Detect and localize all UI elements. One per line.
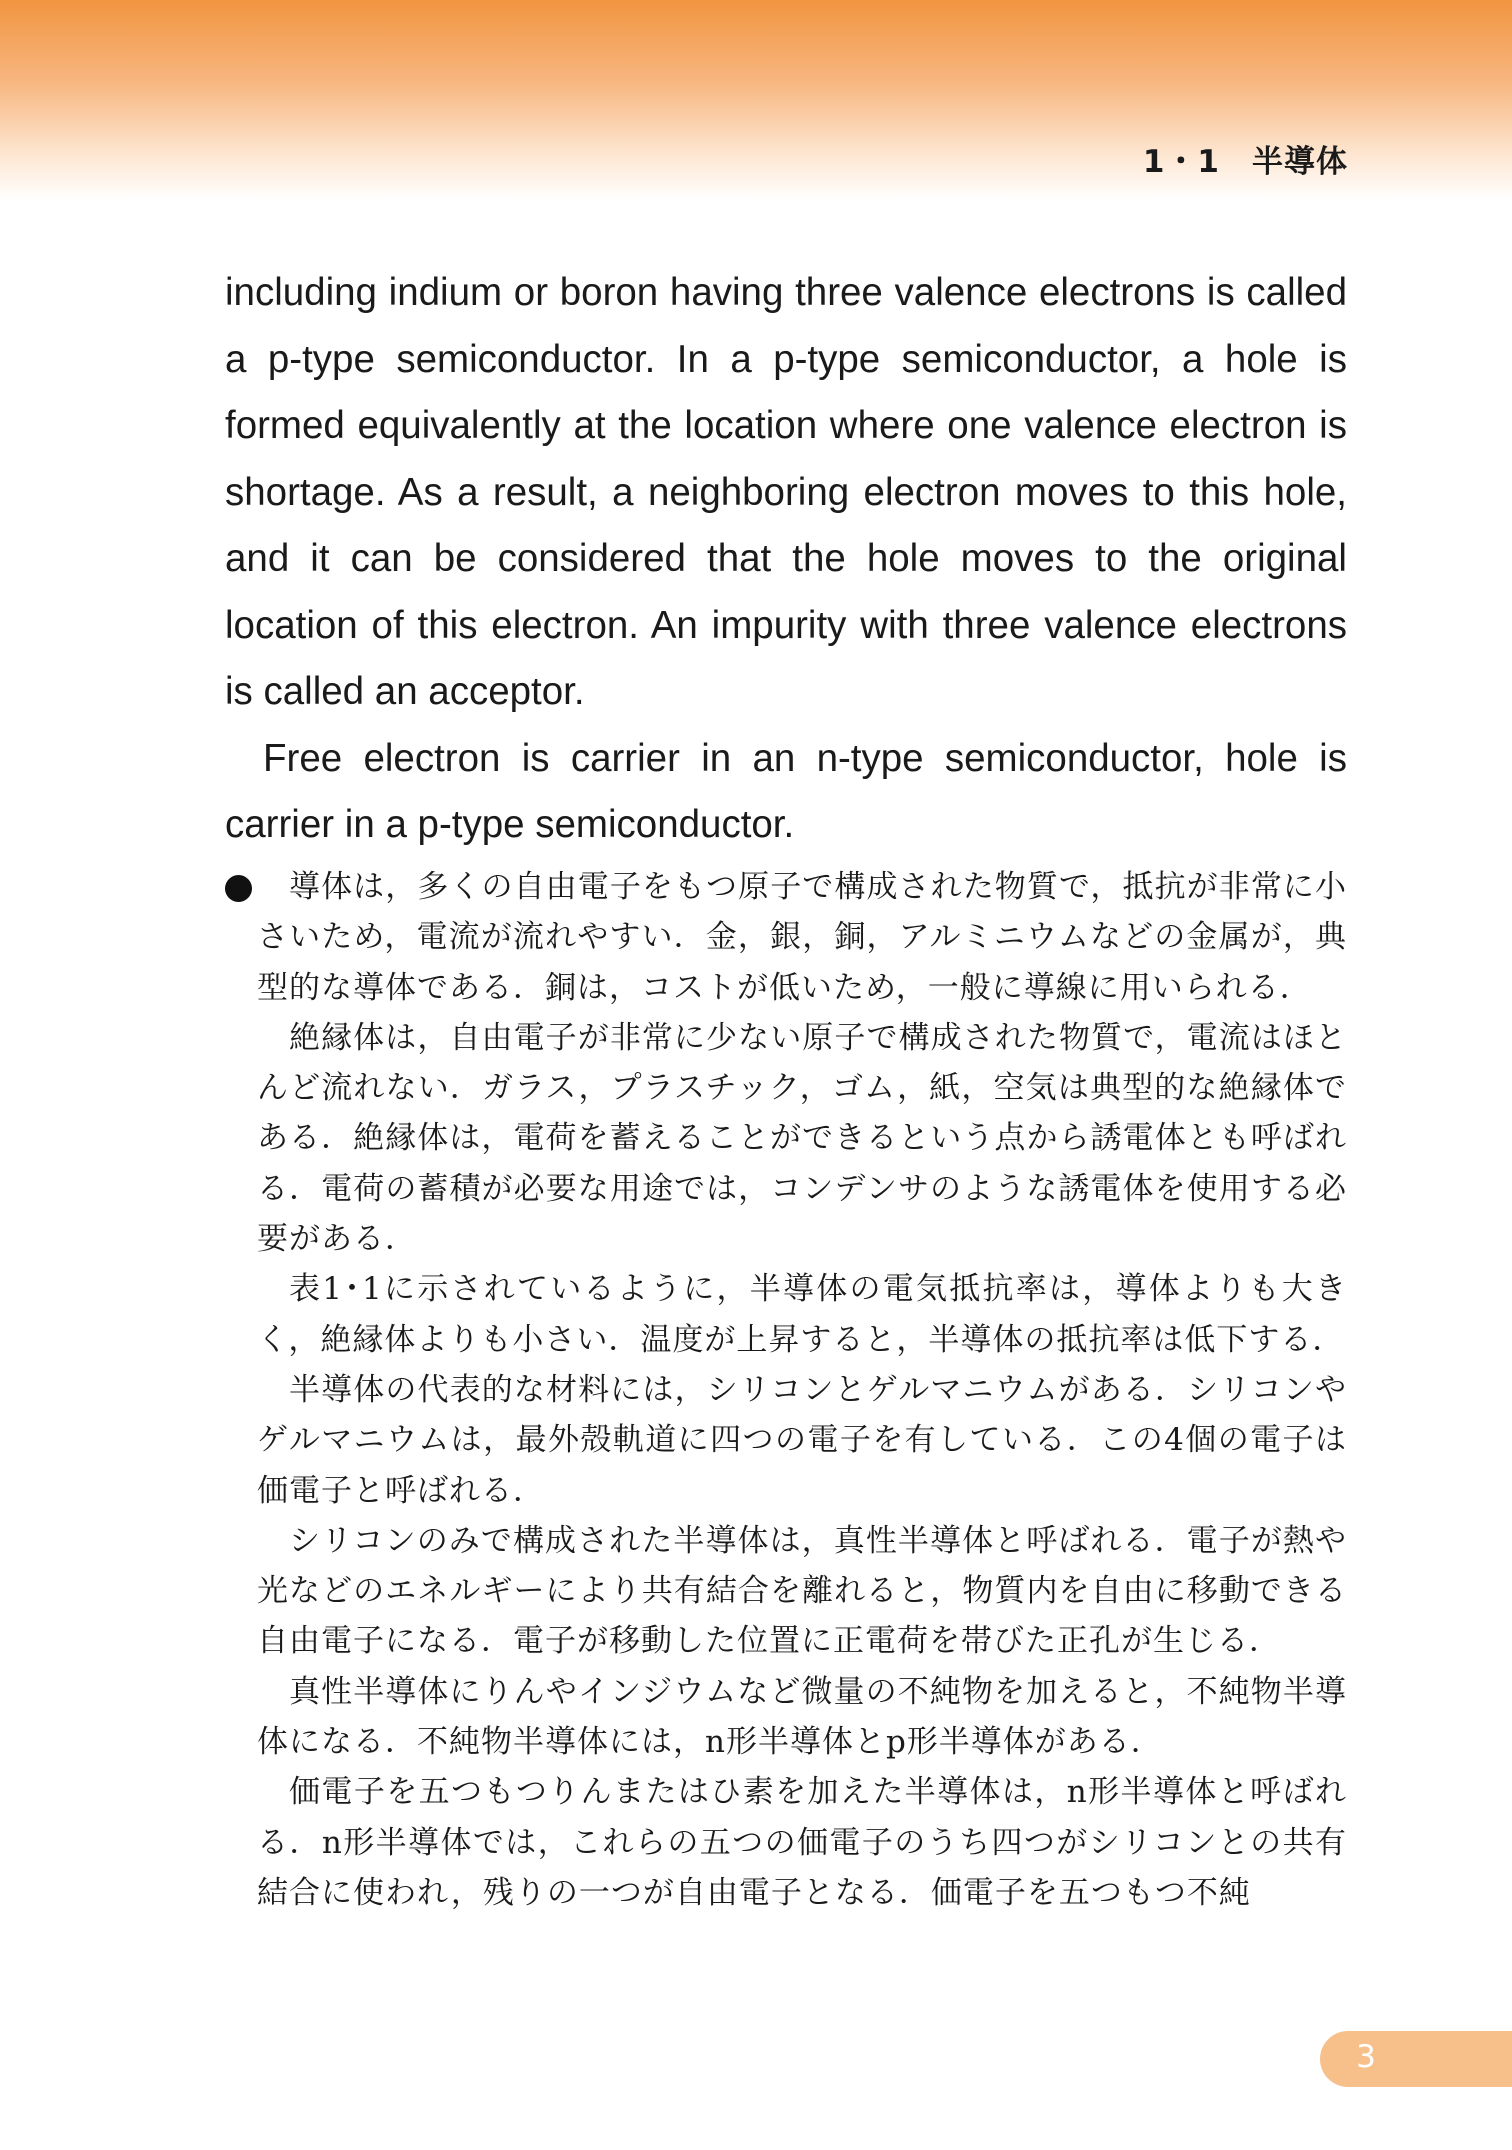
bullet-icon bbox=[225, 875, 252, 902]
english-text bbox=[225, 260, 1347, 859]
note-paragraph-4: 半導体の代表的な材料には，シリコンとゲルマニウムがある．シリコンやゲルマニウムは，最外殻軌道に四つの電子を有している．この4個の電子は価電子と呼ばれる． bbox=[257, 1371, 1347, 1509]
note-block bbox=[225, 862, 1347, 1918]
english-paragraph-1: including indium or boron having three valence electrons is called a p-type semiconductor. In a p-type semiconductor, a hole is formed equivalently at the location where one valence electron is shortage. As a result, a neighboring electron moves to this hole, and it can be considered that the hole moves to the original location of this electron. An impurity with three valence electrons is called an acceptor. bbox=[225, 271, 1347, 713]
english-paragraph-2: Free electron is carrier in an n-type semiconductor, hole is carrier in a p-type semiconductor. bbox=[225, 736, 1347, 846]
note-paragraph-6: 真性半導体にりんやインジウムなど微量の不純物を加えると，不純物半導体になる．不純物半導体には，n形半導体とp形半導体がある． bbox=[257, 1673, 1347, 1761]
japanese-notes bbox=[225, 862, 1347, 1918]
page-number-tab bbox=[1320, 2031, 1512, 2087]
note-paragraph-5: シリコンのみで構成された半導体は，真性半導体と呼ばれる．電子が熱や光などのエネルギーにより共有結合を離れると，物質内を自由に移動できる自由電子になる．電子が移動した位置に正電荷を帯びた正孔が生じる． bbox=[257, 1522, 1347, 1660]
note-paragraph-1: 導体は，多くの自由電子をもつ原子で構成された物質で，抵抗が非常に小さいため，電流が流れやすい．金，銀，銅，アルミニウムなどの金属が，典型的な導体である．銅は，コストが低いため，一般に導線に用いられる． bbox=[257, 869, 1347, 1006]
note-paragraph-2: 絶縁体は，自由電子が非常に少ない原子で構成された物質で，電流はほとんど流れない．ガラス，プラスチック，ゴム，紙，空気は典型的な絶縁体である．絶縁体は，電荷を蓄えることができるという点から誘電体とも呼ばれる．電荷の蓄積が必要な用途では，コンデンサのような誘電体を使用する必要がある． bbox=[257, 1019, 1347, 1258]
section-title: 1・1 半導体 bbox=[1142, 144, 1348, 180]
note-paragraph-7: 価電子を五つもつりんまたはひ素を加えた半導体は，n形半導体と呼ばれる．n形半導体では，これらの五つの価電子のうち四つがシリコンとの共有結合に使われ，残りの一つが自由電子となる．価電子を五つもつ不純 bbox=[257, 1774, 1347, 1911]
note-paragraph-3: 表1･1に示されているように，半導体の電気抵抗率は，導体よりも大きく，絶縁体よりも小さい．温度が上昇すると，半導体の抵抗率は低下する． bbox=[257, 1271, 1347, 1358]
page-number: 3 bbox=[1356, 2039, 1376, 2075]
